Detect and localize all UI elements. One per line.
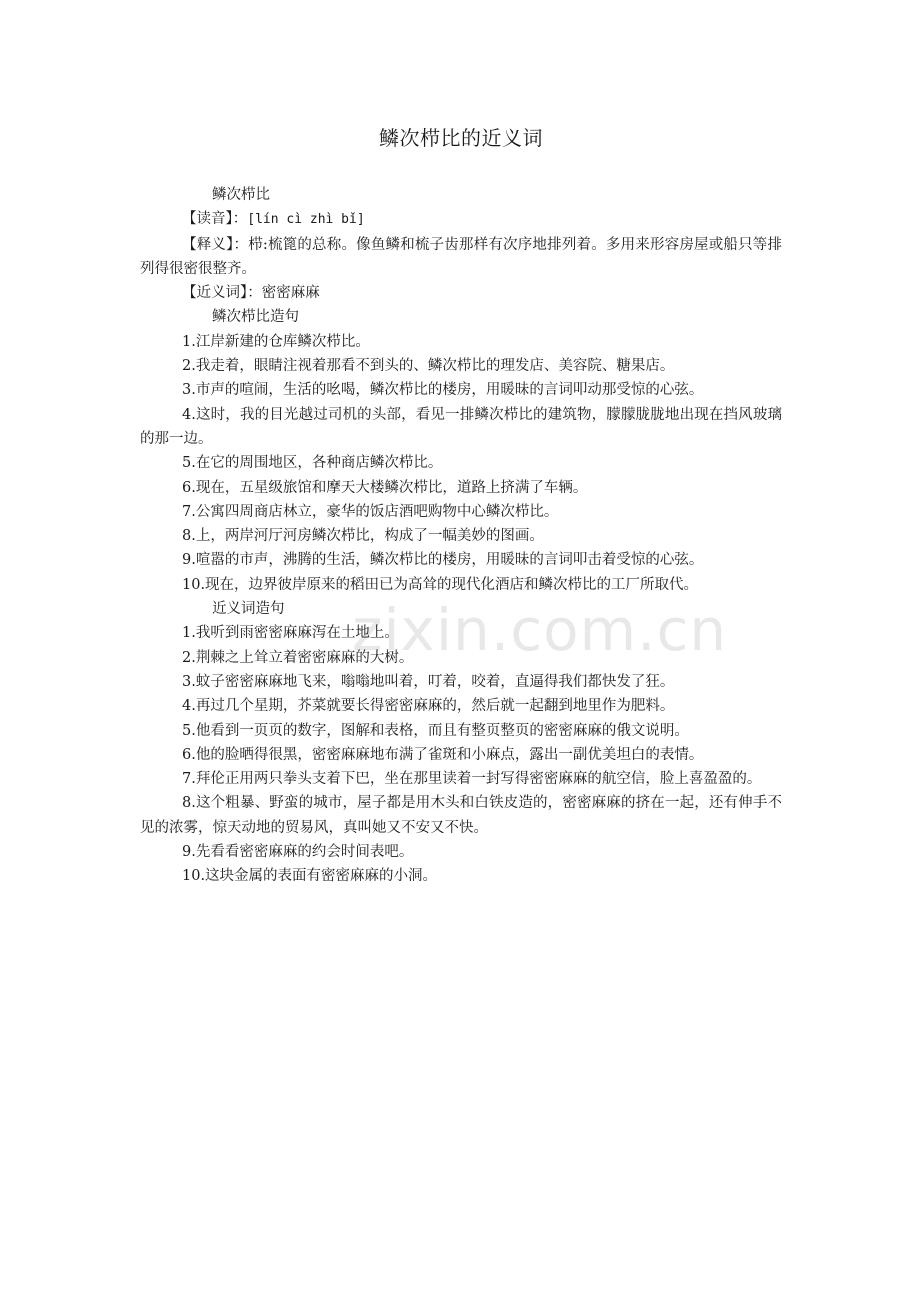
list-item: 3.市声的喧闹，生活的吆喝，鳞次栉比的楼房，用暖昧的言词叩动那受惊的心弦。: [182, 382, 704, 399]
idiom-sentence-list: [140, 330, 782, 597]
list-item: 6.现在，五星级旅馆和摩天大楼鳞次栉比，道路上挤满了车辆。: [182, 479, 588, 496]
definition-label: 【释义】：: [182, 236, 249, 253]
definition-paragraph: [140, 233, 782, 282]
list-item: 3.蚊子密密麻麻地飞来，嗡嗡地叫着，叮着，咬着，直逼得我们都快发了狂。: [182, 673, 675, 690]
idiom-heading: 鳞次栉比: [212, 187, 270, 203]
list-item: 2.我走着，眼睛注视着那看不到头的、鳞次栉比的理发店、美容院、糖果店。: [182, 358, 675, 375]
synonym-sentence-list: [140, 621, 782, 888]
list-item: 5.他看到一页页的数字，图解和表格，而且有整页整页的密密麻麻的俄文说明。: [182, 722, 689, 739]
list-item: 9.喧嚣的市声，沸腾的生活，鳞次栉比的楼房，用暖昧的言词叩击着受惊的心弦。: [182, 552, 704, 569]
document-title: 鳞次栉比的近义词: [379, 126, 543, 150]
list-item: 7.公寓四周商店林立，豪华的饭店酒吧购物中心鳞次栉比。: [182, 503, 559, 520]
synonym-label: 【近义词】：: [182, 285, 262, 302]
list-item: 6.他的脸晒得很黑，密密麻麻地布满了雀斑和小麻点，露出一副优美坦白的表情。: [182, 746, 704, 763]
list-item: 4.再过几个星期，芥菜就要长得密密麻麻的，然后就一起翻到地里作为肥料。: [182, 698, 675, 715]
watermark: zixin.com.cn: [352, 596, 728, 664]
list-item: 7.拜伦正用两只拳头支着下巴，坐在那里读着一封写得密密麻麻的航空信，脸上喜盈盈的。: [182, 771, 762, 788]
list-item: 5.在它的周围地区，各种商店鳞次栉比。: [182, 455, 443, 472]
synonym-line: [140, 281, 782, 305]
list-item: 9.先看看密密麻麻的约会时间表吧。: [182, 844, 414, 861]
section-title-synonym-sentences: 近义词造句: [212, 601, 285, 618]
list-item: 8.这个粗暴、野蛮的城市，屋子都是用木头和白铁皮造的，密密麻麻的挤在一起，还有伸手不见的浓雾，惊天动地的贸易风，真叫她又不安又不快。: [140, 795, 782, 836]
reading-label: 【读音】：: [182, 211, 248, 228]
list-item: 1.我听到雨密密麻麻泻在土地上。: [182, 625, 399, 642]
list-item: 2.荆棘之上耸立着密密麻麻的大树。: [182, 649, 414, 666]
section-title-idiom-sentences: 鳞次栉比造句: [212, 309, 299, 326]
reading-value: [lín cì zhì bǐ]: [247, 212, 365, 228]
synonym-value: 密密麻麻: [261, 285, 320, 302]
definition-text: 栉:梳篦的总称。像鱼鳞和梳子齿那样有次序地排列着。多用来形容房屋或船只等排列得很密很整齐。: [140, 236, 783, 277]
list-item: 10.这块金属的表面有密密麻麻的小洞。: [182, 868, 438, 885]
list-item: 8.上，两岸河厅河房鳞次栉比，构成了一幅美妙的图画。: [182, 528, 544, 545]
list-item: 10.现在，边界彼岸原来的稻田已为高耸的现代化酒店和鳞次栉比的工厂所取代。: [182, 576, 699, 593]
document-body: [140, 183, 782, 889]
list-item: 4.这时，我的目光越过司机的头部，看见一排鳞次栉比的建筑物，朦朦胧胧地出现在挡风玻璃的那一边。: [140, 406, 782, 447]
list-item: 1.江岸新建的仓库鳞次栉比。: [182, 333, 370, 350]
reading-line: [140, 207, 782, 232]
